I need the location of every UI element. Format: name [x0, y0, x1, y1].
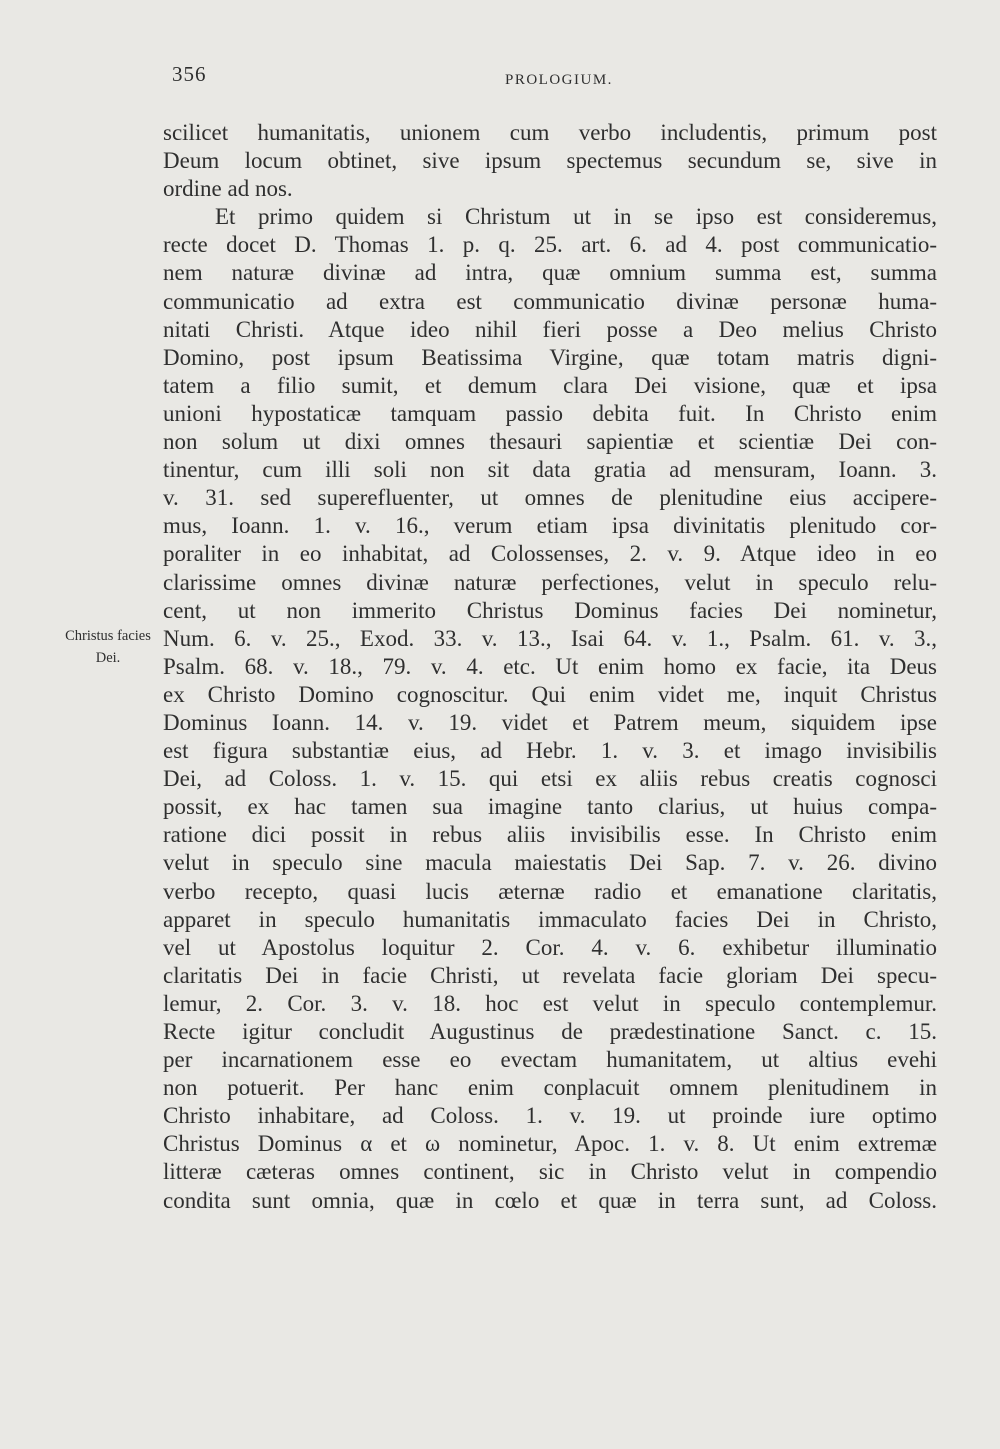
margin-note — [38, 625, 178, 669]
running-head: PROLOGIUM. — [505, 72, 613, 88]
text-line: Domino, post ipsum Beatissima Virgine, quæ totam matris digni- — [163, 344, 937, 370]
text-line: est figura substantiæ eius, ad Hebr. 1. v. 3. et imago invisibilis — [163, 738, 937, 764]
text-line: non potuerit. Per hanc enim conplacuit omnem plenitudinem in — [163, 1075, 937, 1101]
text-line: Christo inhabitare, ad Coloss. 1. v. 19. ut proinde iure optimo — [163, 1103, 937, 1129]
text-line: verbo recepto, quasi lucis æternæ radio et emanatione claritatis, — [163, 878, 937, 904]
text-line: ratione dici possit in rebus aliis invisibilis esse. In Christo enim — [163, 822, 937, 848]
text-line: ex Christo Domino cognoscitur. Qui enim videt me, inquit Christus — [163, 681, 937, 707]
text-line: mus, Ioann. 1. v. 16., verum etiam ipsa divinitatis plenitudo cor- — [163, 513, 937, 539]
text-line: v. 31. sed superefluenter, ut omnes de plenitudine eius accipere- — [163, 485, 937, 511]
text-line: ordine ad nos. — [163, 176, 293, 202]
text-line: litteræ cæteras omnes continent, sic in Christo velut in compendio — [163, 1159, 937, 1185]
text-line: Num. 6. v. 25., Exod. 33. v. 13., Isai 64. v. 1., Psalm. 61. v. 3., — [163, 625, 937, 651]
text-line: Deum locum obtinet, sive ipsum spectemus secundum se, sive in — [163, 148, 937, 174]
text-line: cent, ut non immerito Christus Dominus facies Dei nominetur, — [163, 597, 937, 623]
text-line: Et primo quidem si Christum ut in se ipso est consideremus, — [215, 204, 937, 230]
text-line: velut in speculo sine macula maiestatis Dei Sap. 7. v. 26. divino — [163, 850, 937, 876]
text-line: apparet in speculo humanitatis immaculato facies Dei in Christo, — [163, 906, 937, 932]
page-number: 356 — [172, 62, 207, 86]
text-line: condita sunt omnia, quæ in cœlo et quæ in terra sunt, ad Coloss. — [163, 1187, 937, 1213]
text-line: tatem a filio sumit, et demum clara Dei visione, quæ et ipsa — [163, 372, 937, 398]
text-line: Psalm. 68. v. 18., 79. v. 4. etc. Ut enim homo ex facie, ita Deus — [163, 653, 937, 679]
text-line: poraliter in eo inhabitat, ad Colossenses, 2. v. 9. Atque ideo in eo — [163, 541, 937, 567]
text-line: nem naturæ divinæ ad intra, quæ omnium summa est, summa — [163, 260, 937, 286]
text-line: tinentur, cum illi soli non sit data gratia ad mensuram, Ioann. 3. — [163, 457, 937, 483]
text-line: claritatis Dei in facie Christi, ut revelata facie gloriam Dei specu- — [163, 962, 937, 988]
text-line: communicatio ad extra est communicatio divinæ personæ huma- — [163, 288, 937, 314]
text-line: non solum ut dixi omnes thesauri sapientiæ et scientiæ Dei con- — [163, 429, 937, 455]
margin-note-line: Christus facies — [65, 628, 151, 644]
text-line: Recte igitur concludit Augustinus de prædestinatione Sanct. c. 15. — [163, 1019, 937, 1044]
text-line: Christus Dominus α et ω nominetur, Apoc. 1. v. 8. Ut enim extremæ — [163, 1131, 937, 1157]
text-line: clarissime omnes divinæ naturæ perfectiones, velut in speculo relu- — [163, 569, 937, 595]
text-line: vel ut Apostolus loquitur 2. Cor. 4. v. 6. exhibetur illuminatio — [163, 934, 937, 960]
text-line: Dei, ad Coloss. 1. v. 15. qui etsi ex aliis rebus creatis cognosci — [163, 766, 937, 792]
text-line: per incarnationem esse eo evectam humanitatem, ut altius evehi — [163, 1047, 937, 1073]
text-line: nitati Christi. Atque ideo nihil fieri posse a Deo melius Christo — [163, 316, 937, 342]
body-text — [163, 119, 937, 1215]
text-line: recte docet D. Thomas 1. p. q. 25. art. 6. ad 4. post communicatio- — [163, 232, 937, 258]
text-line: unioni hypostaticæ tamquam passio debita fuit. In Christo enim — [163, 400, 937, 426]
text-line: lemur, 2. Cor. 3. v. 18. hoc est velut in speculo contemplemur. — [163, 990, 937, 1016]
text-line: possit, ex hac tamen sua imagine tanto clarius, ut huius compa- — [163, 794, 937, 820]
text-line: scilicet humanitatis, unionem cum verbo includentis, primum post — [163, 120, 937, 145]
text-line: Dominus Ioann. 14. v. 19. videt et Patrem meum, siquidem ipse — [163, 709, 937, 735]
margin-note-line: Dei. — [95, 650, 121, 666]
